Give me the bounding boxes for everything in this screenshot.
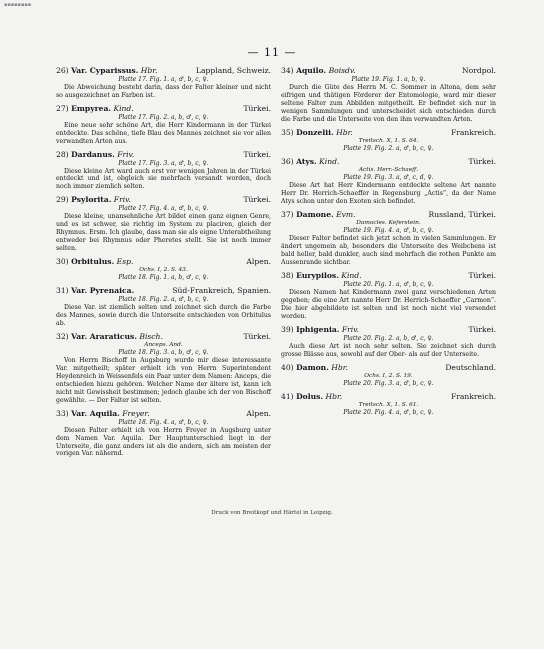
entry-heading <box>56 409 271 419</box>
right-column <box>281 66 496 421</box>
entry-number: 41) <box>281 391 294 401</box>
entry-heading <box>56 150 271 160</box>
species-entry <box>56 195 271 253</box>
corner-mark: ▪▪▪▪▪▪▪▪ <box>4 2 32 8</box>
reference-line: Anceps. And. <box>144 341 183 348</box>
plate-reference: Platte 18. Fig. 3. a, b, ♂, c, ♀. <box>118 349 209 357</box>
species-description: Diesen Namen hat Kindermann zwei ganz verschiedenen Arten gegeben; die eine Art nannte Herr Dr. Herrich-Schaeffer „Carmon“. Die hier abgebildete ist selten und ist noch nicht viel versendet worden. <box>281 289 496 320</box>
species-name: Var. Aquila. <box>71 408 120 418</box>
entry-title <box>281 128 353 138</box>
species-entry <box>56 257 271 282</box>
page-number: — 11 — <box>247 46 297 59</box>
entry-title <box>281 157 339 167</box>
entry-title <box>281 210 356 220</box>
species-description: Diese kleine Art ward auch erst vor wenigen Jahren in der Türkei entdeckt und ist, obgleich sie mehrfach versandt worden, doch noch immer ziemlich selten. <box>56 167 271 191</box>
plate-reference: Platte 19. Fig. 4. a, ♂, b, c, ♀. <box>343 227 434 235</box>
reference-line: Treitsch. X, 1. S. 64. <box>358 137 419 144</box>
species-locality: Nordpol. <box>462 66 496 75</box>
species-name: Damone. <box>296 210 334 220</box>
entry-title <box>281 392 342 402</box>
entry-number: 34) <box>281 66 294 75</box>
reference-line: Actis. Herr.-Schaeff. <box>358 166 419 173</box>
entry-number: 27) <box>56 103 69 113</box>
species-locality: Türkei. <box>243 103 271 113</box>
species-description: Von Herrn Bischoff in Augsburg wurde mir diese interessante Var. mitgetheilt; später erhielt ich von Herrn Superintendent Heydenreich in Weissenfels ein Paar unter dem Namen: Anceps, die entschieden hiezu gehören. Welcher Name der ältere ist, kann ich nicht mit Gewissheit bestimmen; jedoch glaube ich der von Bischoff gewählte. — Der Falter ist selten. <box>56 357 271 404</box>
species-entry <box>56 104 271 146</box>
entry-heading <box>281 66 496 76</box>
species-locality: Frankreich. <box>450 127 496 137</box>
species-entry <box>281 363 496 388</box>
species-entry <box>281 128 496 153</box>
plate-reference: Platte 18. Fig. 1. a, b, ♂, c, ♀. <box>118 274 209 282</box>
entry-number: 40) <box>281 362 294 372</box>
species-author: Friv. <box>341 324 360 334</box>
species-entry <box>56 150 271 192</box>
species-locality: Türkei. <box>243 331 271 341</box>
entry-title <box>56 150 134 160</box>
species-name: Donzelii. <box>296 127 334 137</box>
species-entry <box>56 66 271 100</box>
species-author: Hbr. <box>336 127 353 137</box>
reference-line: Ochs. I, 2. S. 19. <box>364 372 413 379</box>
species-author: Hbr. <box>325 391 343 401</box>
entry-number: 28) <box>56 149 69 159</box>
left-column <box>56 66 271 462</box>
plate-reference: Platte 19. Fig. 3. a, ♂, c, d, ♀. <box>343 174 434 182</box>
species-name: Atys. <box>296 156 317 166</box>
plate-reference: Platte 19. Fig. 1. a, b, ♀. <box>351 76 426 83</box>
entry-number: 33) <box>56 408 69 418</box>
entry-number: 26) <box>56 66 69 75</box>
species-locality: Türkei. <box>243 149 271 159</box>
species-locality: Türkei. <box>468 324 496 334</box>
entry-title <box>56 286 134 296</box>
species-description: Diese kleine, unansehnliche Art bildet einen ganz eignen Genre, und es ist schwer, sie richtig im System zu placiren, gleich der Rhymnus. Ersm. Ich glaube, dass man sie als eigne Unterabtheilung entweder bei Rhymnus oder Pheretes stellt. Sie ist noch immer selten. <box>56 213 271 252</box>
species-name: Var. Cyparissus. <box>71 66 139 75</box>
plate-reference: Platte 18. Fig. 2. a, ♂, b, c, ♀. <box>118 296 209 304</box>
entry-heading <box>56 104 271 114</box>
plate-reference: Platte 19. Fig. 2. a, ♂, b, c, ♀. <box>343 144 434 152</box>
entry-heading <box>281 210 496 220</box>
entry-heading <box>281 392 496 402</box>
species-entry <box>281 392 496 417</box>
plate-reference: Platte 17. Fig. 4. a, ♂, b, c, ♀. <box>118 205 209 213</box>
species-name: Orbitulus. <box>71 256 115 266</box>
printer-footer: Druck von Breitkopf und Härtel in Leipzig. <box>211 510 333 516</box>
species-entry <box>281 157 496 206</box>
entry-number: 30) <box>56 256 69 266</box>
species-entry <box>281 271 496 321</box>
species-entry <box>281 325 496 359</box>
species-description: Eine neue sehr schöne Art, die Herr Kindermann in der Türkei entdeckte. Das schöne, tiefe Blau des Mannes zeichnet sie vor allen verwandten Arten aus. <box>56 121 271 145</box>
entry-number: 35) <box>281 127 294 137</box>
species-name: Eurypilos. <box>296 271 339 281</box>
species-author: Kind. <box>319 156 340 166</box>
entry-number: 32) <box>56 331 69 341</box>
species-author: Boisdv. <box>328 66 356 75</box>
entry-number: 37) <box>281 210 294 220</box>
species-author: Bisch. <box>139 331 163 341</box>
entry-title <box>56 409 150 419</box>
species-locality: Russland, Türkei. <box>428 210 496 220</box>
entry-title <box>56 66 157 76</box>
plate-reference: Platte 18. Fig. 4. a, ♂, b, c, ♀. <box>118 418 209 426</box>
plate-reference: Platte 20. Fig. 4. a, ♂, b, c, ♀. <box>343 409 434 417</box>
entry-title <box>281 363 348 373</box>
entry-heading <box>281 157 496 167</box>
entry-heading <box>56 257 271 267</box>
plate-reference: Platte 20. Fig. 3. a, ♂, b, c, ♀. <box>343 379 434 387</box>
species-name: Iphigenia. <box>296 324 340 334</box>
reference-line: Ochs. I, 2. S. 43. <box>139 266 188 273</box>
plate-reference: Platte 17. Fig. 1. a, ♂, b, c, ♀. <box>118 76 209 83</box>
species-name: Var. Araraticus. <box>71 331 137 341</box>
entry-number: 29) <box>56 195 69 205</box>
species-name: Dolus. <box>296 391 324 401</box>
species-locality: Türkei. <box>468 271 496 281</box>
species-locality: Türkei. <box>468 156 496 166</box>
species-description: Durch die Güte des Herrn M. C. Sommer in Altona, dem sehr eifrigen und thätigen Förderer der Entomologie, ward mir dieser seltene Falter zum Abbilden mitgetheilt. Er befindet sich nur in wenigen Sammlungen und unterscheidet sich entschieden durch die Farbe und die Unterseite von den ihm verwandten Arten. <box>281 84 496 123</box>
species-locality: Lappland, Schweiz. <box>195 66 271 75</box>
entry-heading <box>56 286 271 296</box>
entry-number: 36) <box>281 156 294 166</box>
species-name: Psylorita. <box>71 195 112 205</box>
species-entry <box>56 332 271 405</box>
species-entry <box>281 210 496 267</box>
species-name: Var. Pyrenaica. <box>71 286 135 296</box>
species-author: Freyer. <box>122 408 150 418</box>
species-description: Diese Art hat Herr Kindermann entdeckte seltene Art nannte Herr Dr. Herrich-Schaeffer in Regensburg „Actis“, da der Name Atys schon unter den Exoten sich befindet. <box>281 182 496 206</box>
entry-title <box>56 104 134 114</box>
entry-heading <box>56 195 271 205</box>
species-description: Diesen Falter erhielt ich von Herrn Freyer in Augsburg unter dem Namen Var. Aquila. Der Hauptunterschied liegt in der Unterseite, die ganz anders ist als die andern, sich am meisten der vorigen Var. nähernd. <box>56 426 271 458</box>
entry-heading <box>56 66 271 76</box>
plate-reference: Platte 20. Fig. 1. a, ♂, b, c, ♀. <box>343 281 434 289</box>
entry-title <box>56 257 133 267</box>
entry-number: 38) <box>281 271 294 281</box>
entry-title <box>281 271 362 281</box>
species-author: Evm. <box>336 210 356 220</box>
species-author: Esp. <box>116 256 134 266</box>
entry-heading <box>281 325 496 335</box>
species-author: Friv. <box>113 195 131 205</box>
species-locality: Türkei. <box>243 195 271 205</box>
species-locality: Alpen. <box>246 408 271 418</box>
entry-heading <box>281 363 496 373</box>
species-author: Kind. <box>341 271 362 281</box>
plate-reference: Platte 20. Fig. 2. a, b, ♂, c, ♀. <box>343 334 434 342</box>
entry-title <box>56 195 131 205</box>
entry-number: 39) <box>281 324 294 334</box>
species-author: Friv. <box>117 149 135 159</box>
plate-reference: Platte 17. Fig. 2. a, b, ♂, c, ♀. <box>118 113 209 121</box>
species-name: Dardanus. <box>71 149 115 159</box>
entry-heading <box>281 128 496 138</box>
reference-line: Treitsch. X, 1. S. 61. <box>358 401 419 408</box>
species-name: Aquilo. <box>296 66 327 75</box>
species-description: Die Abweichung besteht darin, dass der Falter kleiner und nicht so ausgezeichnet an Farben ist. <box>56 84 271 99</box>
species-author: Kind. <box>113 103 134 113</box>
species-locality: Deutschland. <box>445 362 496 372</box>
species-description: Diese Var. ist ziemlich selten und zeichnet sich durch die Farbe des Mannes, sowie durch die Unterseite entschieden von Orbitulus ab. <box>56 304 271 327</box>
species-entry <box>56 409 271 459</box>
reference-line: Damocles. Keferstein. <box>356 220 421 227</box>
entry-title <box>56 332 163 342</box>
species-author: Hbr. <box>331 362 348 372</box>
entry-number: 31) <box>56 286 69 296</box>
species-locality: Alpen. <box>246 256 271 266</box>
species-entry <box>56 286 271 328</box>
species-locality: Frankreich. <box>450 391 496 401</box>
species-name: Damon. <box>296 362 329 372</box>
species-name: Empyrea. <box>71 103 112 113</box>
entry-title <box>281 325 359 335</box>
species-locality: Süd-Frankreich, Spanien. <box>172 286 271 296</box>
species-description: Auch diese Art ist noch sehr selten. Sie zeichnet sich durch grosse Blässe aus, sowohl auf der Ober- als auf der Unterseite. <box>281 342 496 358</box>
plate-reference: Platte 17. Fig. 3. a, ♂, b, c, ♀. <box>118 159 209 167</box>
species-entry <box>281 66 496 124</box>
entry-heading <box>281 271 496 281</box>
species-author: Hbr. <box>140 66 158 75</box>
species-description: Dieser Falter befindet sich jetzt schon in vielen Sammlungen. Er ändert ungemein ab, besonders die Unterseite des Weibchens ist bald heller, bald dunkler, auch sind mehrfach die rothen Punkte am Aussenrande sichtbar. <box>281 235 496 267</box>
entry-title <box>281 66 356 76</box>
entry-heading <box>56 332 271 342</box>
